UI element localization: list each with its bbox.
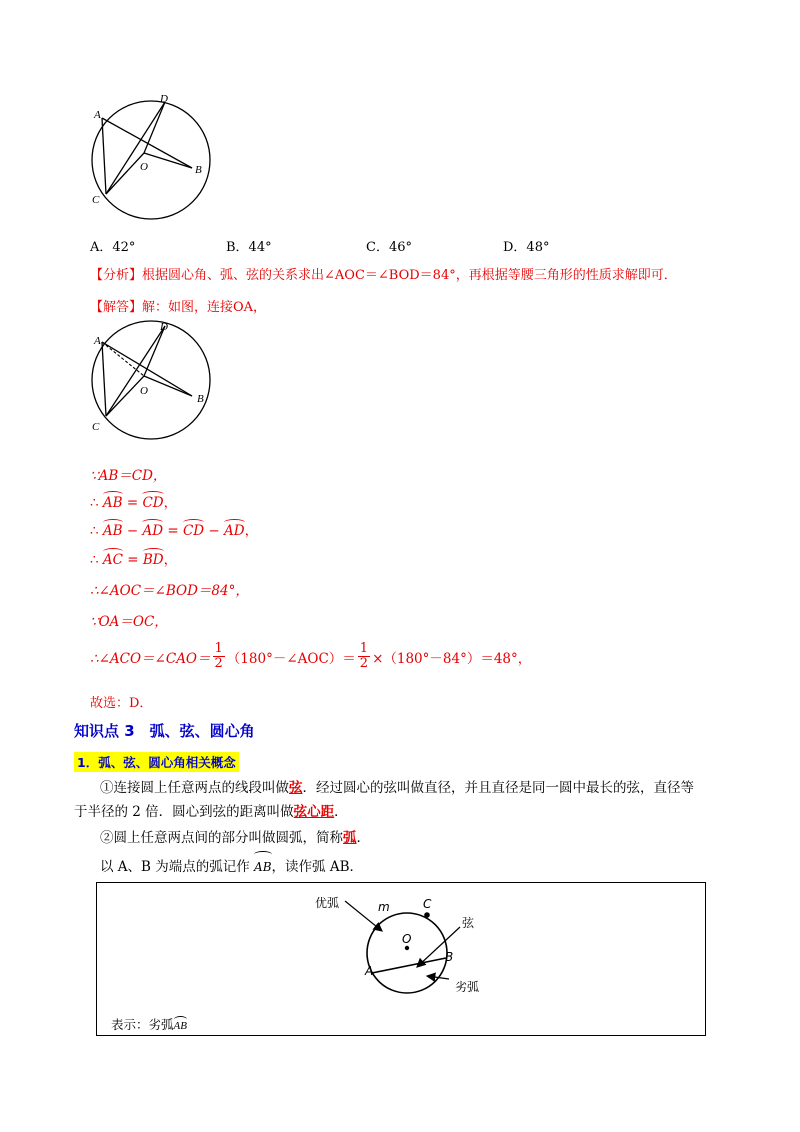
fraction-half-1: $\frac{1}{2}$	[214, 641, 223, 671]
step-6: ∵OA＝OC，	[90, 614, 168, 630]
label-box-A: A	[365, 964, 374, 978]
term-chord: 弦	[289, 780, 303, 796]
label-O: O	[140, 161, 148, 173]
analysis-line	[90, 264, 677, 283]
arc-concept-box	[96, 882, 706, 1036]
label-box-B: B	[445, 950, 454, 964]
label-D: D	[160, 93, 168, 105]
arc-ab: AB	[102, 495, 123, 511]
solution-text: 解：如图，连接OA，	[142, 300, 267, 315]
label-A: A	[94, 109, 101, 121]
label-major-arc: 优弧	[315, 896, 340, 910]
label-minor-arc: 劣弧	[455, 980, 480, 994]
fraction-half-2: $\frac{1}{2}$	[359, 641, 369, 671]
arc-diagram	[97, 883, 705, 1035]
term-arc: 弧	[343, 830, 357, 846]
solution-line	[90, 296, 266, 315]
option-d: D．48°	[503, 240, 550, 255]
box-caption: 表示：劣弧AB	[111, 1017, 187, 1032]
step-2: ∴ AB = CD，	[90, 495, 178, 511]
label-box-C: C	[423, 897, 432, 911]
label-box-O: O	[402, 932, 412, 946]
caption-arc-ab: AB	[173, 1020, 187, 1032]
section-title: 知识点 3 弧、弦、圆心角	[74, 722, 255, 740]
solution-tag: 【解答】	[90, 300, 143, 315]
circle-figure-1	[82, 90, 222, 220]
circle-figure-2	[82, 318, 222, 448]
paragraph-arc: ②圆上任意两点间的部分叫做圆弧，简称弧．	[100, 830, 370, 846]
step-7: ∴∠ACO＝∠CAO＝ $\frac{1}{2}$ （180°－∠AOC）＝ $\frac{1}{2}$ ×（180°－84°）＝48°，	[90, 641, 532, 671]
arc-cd: CD	[142, 495, 164, 511]
subsection-title: 1．弧、弦、圆心角相关概念	[74, 752, 239, 772]
answer: 故选：D．	[90, 696, 153, 711]
label-m: m	[378, 900, 390, 914]
step-5: ∴∠AOC＝∠BOD＝84°，	[90, 583, 249, 599]
label-A-2: A	[94, 335, 101, 347]
paragraph-chord: ①连接圆上任意两点的线段叫做弦．经过圆心的弦叫做直径，并且直径是同一圆中最长的弦，直径等 于半径的 2 倍．圆心到弦的距离叫做弦心距．	[74, 780, 694, 820]
step-4: ∴ AC = BD，	[90, 552, 178, 568]
label-D-2: D	[160, 321, 168, 333]
label-C: C	[92, 194, 100, 206]
analysis-text: 根据圆心角、弧、弦的关系求出∠AOC＝∠BOD＝84°，再根据等腰三角形的性质求解即可．	[142, 268, 677, 283]
label-O-2: O	[140, 385, 148, 397]
paragraph-arc-notation: 以 A、B 为端点的弧记作 AB，读作弧 AB．	[100, 855, 363, 879]
option-b: B．44°	[226, 240, 272, 255]
step-3: ∴ AB − AD = CD − AD，	[90, 523, 259, 539]
label-C-2: C	[92, 421, 100, 433]
term-chord-distance: 弦心距	[293, 804, 335, 820]
label-chord: 弦	[462, 916, 475, 930]
step-1: ∵AB＝CD，	[90, 468, 167, 484]
label-B-2: B	[197, 393, 204, 405]
label-B: B	[195, 164, 202, 176]
option-c: C．46°	[366, 240, 412, 255]
option-a: A．42°	[90, 240, 136, 255]
analysis-tag: 【分析】	[90, 268, 143, 283]
arc-notation-ab: AB	[254, 855, 271, 879]
